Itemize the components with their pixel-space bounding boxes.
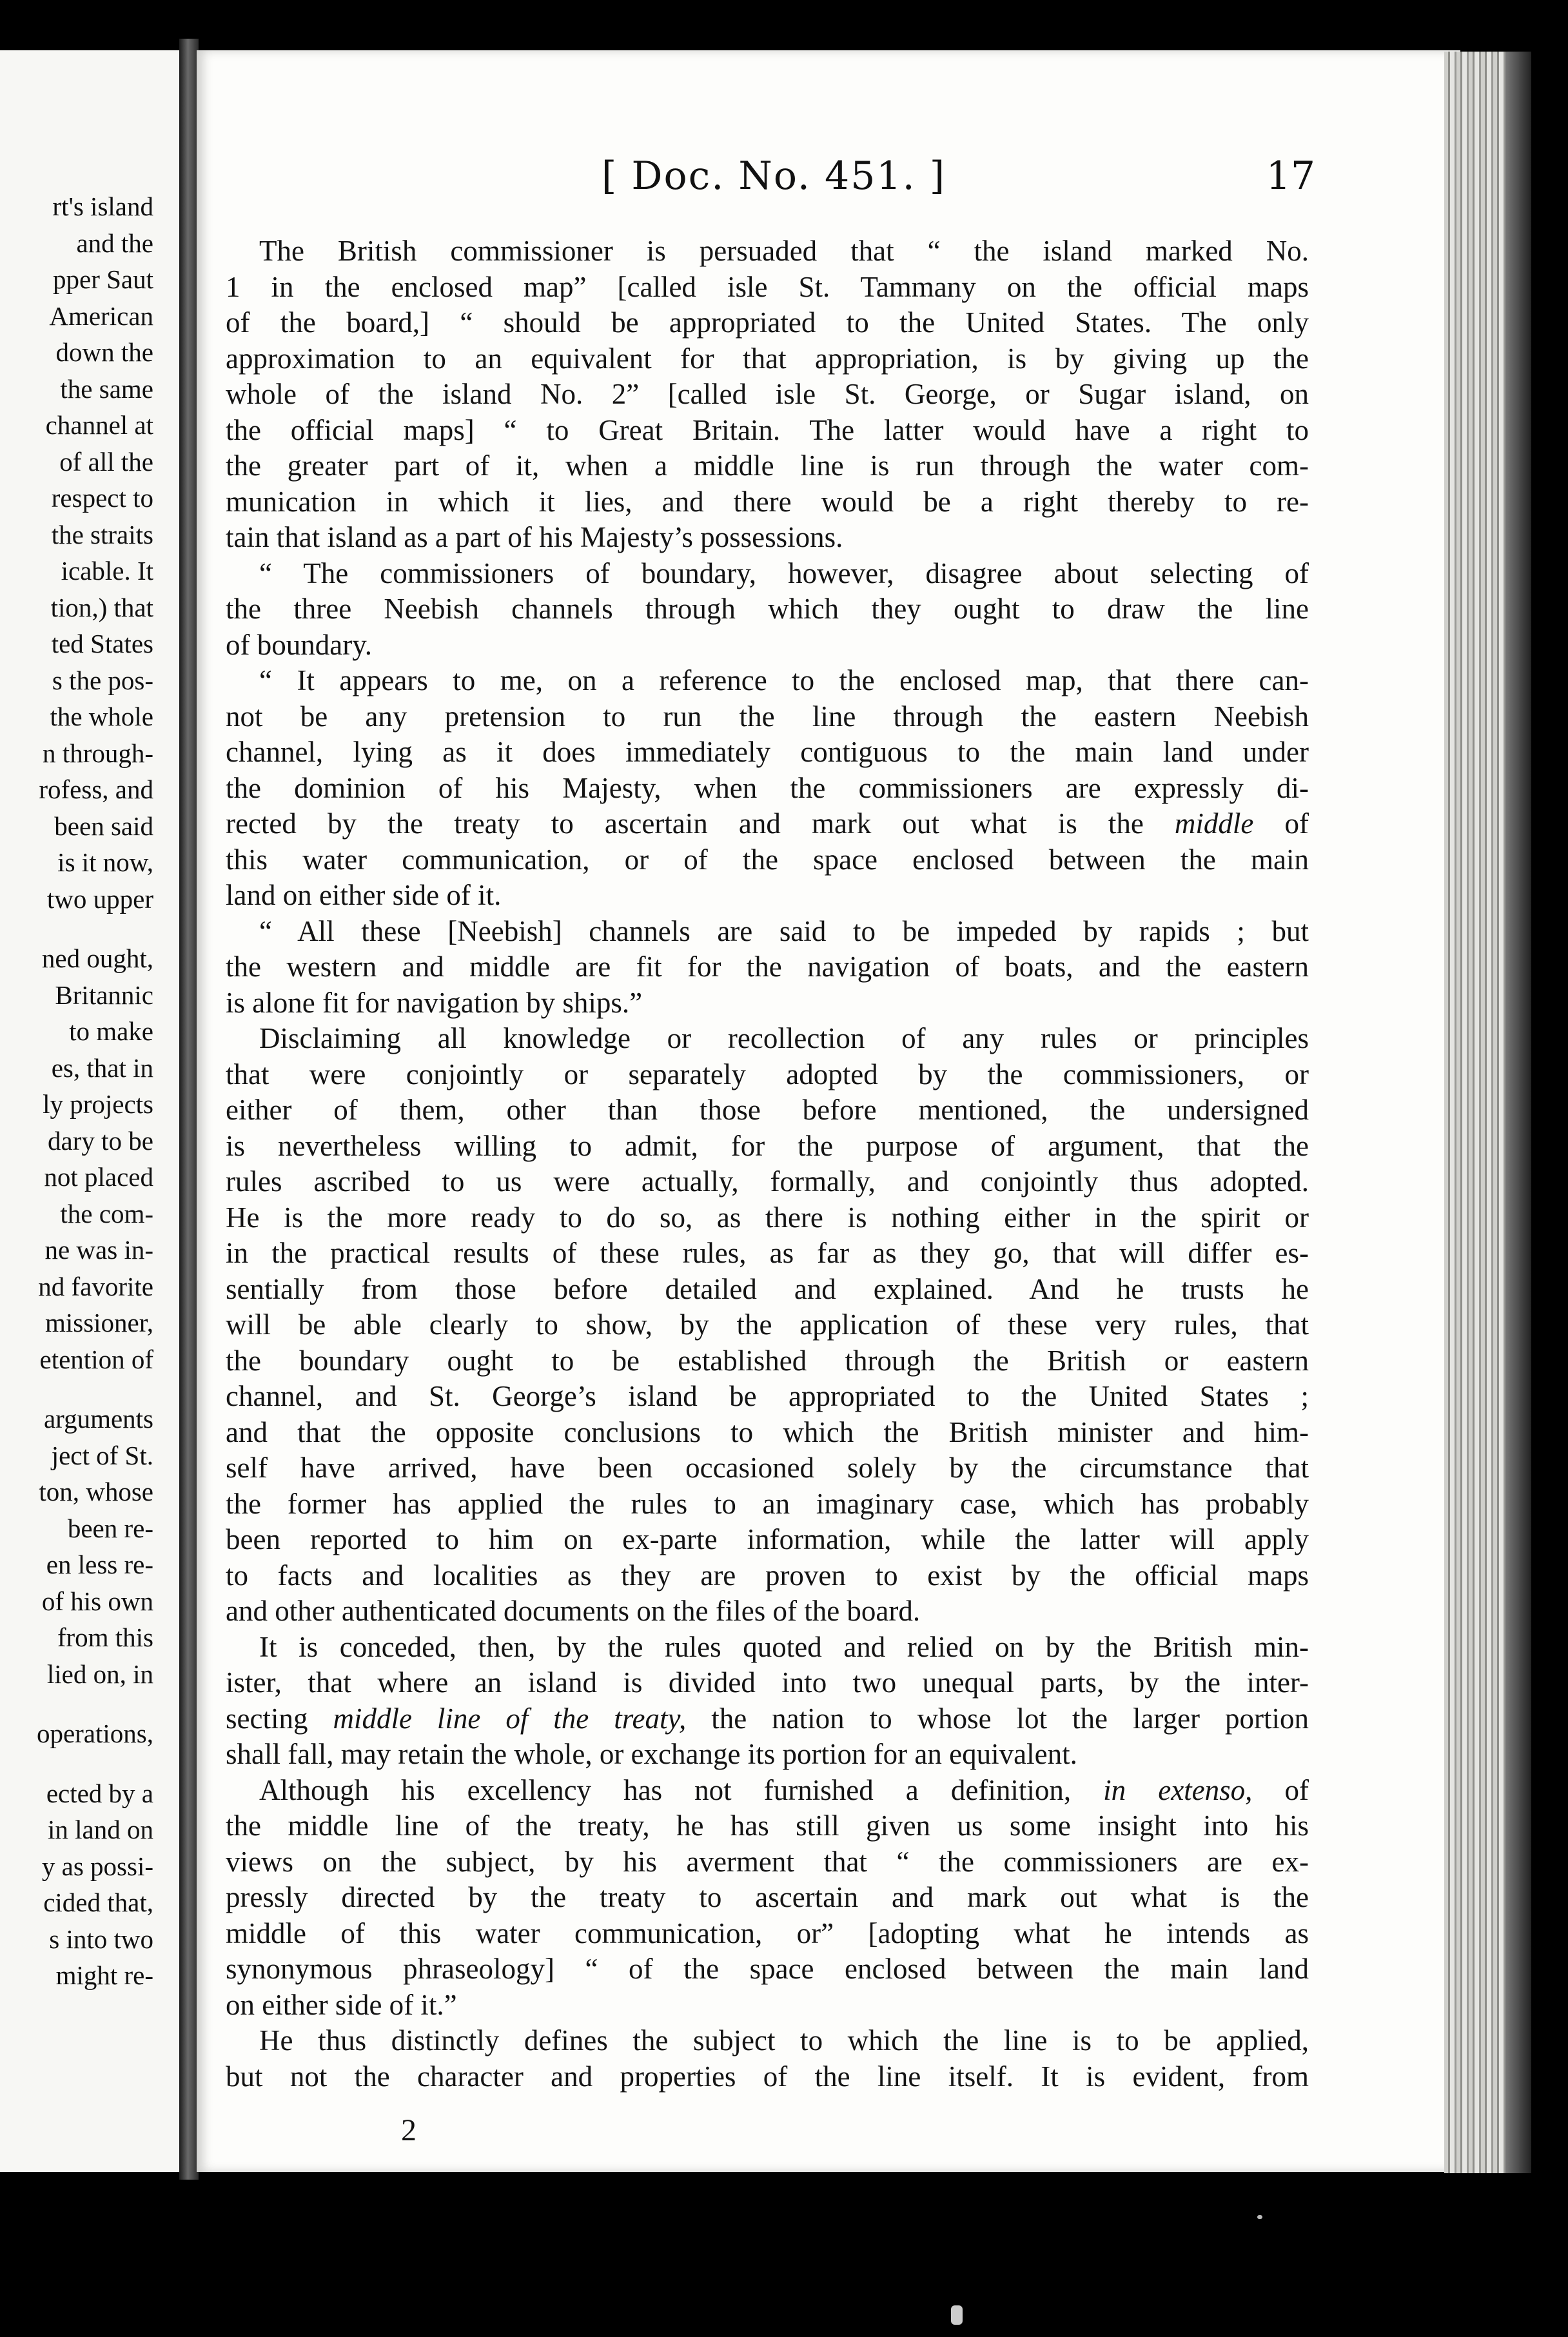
dust-speck (951, 2305, 963, 2325)
text-line-mixed (226, 1773, 1309, 1809)
text-line: Disclaiming all knowledge or recollection of any rules or principles (259, 1022, 1309, 1054)
left-page-line: of his own (41, 1586, 153, 1616)
text-line: the middle line of the treaty, he has still given us some insight into his (226, 1809, 1309, 1842)
text-run: rected by the treaty to ascertain and mark out what is the (226, 807, 1144, 840)
left-page-line: the straits (51, 519, 153, 549)
left-page-line: dary to be (48, 1125, 153, 1156)
text-line: of the board,] “ should be appropriated to the United States. The only (226, 306, 1309, 339)
left-page-line: the same (60, 373, 153, 404)
document-header: [ Doc. No. 451. ] (601, 153, 946, 199)
left-page-line: y as possi- (41, 1851, 153, 1881)
text-line: the official maps] “ to Great Britain. The latter would have a right to (226, 413, 1309, 446)
text-line: rules ascribed to us were actually, formally, and conjointly thus adopted. (226, 1165, 1309, 1198)
page-edge-shadow (1505, 52, 1531, 2173)
text-line: He thus distinctly defines the subject to which the line is to be applied, (259, 2024, 1309, 2056)
page-edge (1444, 52, 1509, 2173)
text-line: The British commissioner is persuaded that “ the island marked No. (259, 235, 1309, 267)
left-page-line: ton, whose (39, 1477, 153, 1506)
text-line: been reported to him on ex-parte information, while the latter will apply (226, 1523, 1309, 1555)
text-line: views on the subject, by his averment that “ the commissioners are ex- (226, 1845, 1309, 1878)
text-run: of (1284, 807, 1309, 840)
left-page-line: en less re- (46, 1550, 153, 1579)
left-page-line: ly projects (43, 1089, 153, 1119)
text-line: the three Neebish channels through which they ought to draw the line (226, 593, 1309, 625)
left-page-line: ted States (51, 629, 153, 658)
italic-run: middle line of the treaty, (333, 1702, 687, 1735)
left-page-line: pper Saut (53, 264, 153, 294)
text-line: the former has applied the rules to an imaginary case, which has probably (226, 1487, 1309, 1520)
text-line: ister, that where an island is divided into two unequal parts, by the inter- (226, 1666, 1309, 1699)
text-line: land on either side of it. (226, 879, 502, 911)
text-line: the boundary ought to be established through the British or eastern (226, 1344, 1309, 1377)
book-gutter (179, 39, 199, 2180)
left-page-line: nd favorite (38, 1271, 153, 1301)
left-page-line: two upper (46, 883, 153, 914)
left-page-line: ne was in- (44, 1235, 153, 1265)
text-line: is nevertheless willing to admit, for the purpose of argument, that the (226, 1129, 1309, 1162)
text-run: Although his excellency has not furnished a definition, (259, 1773, 1072, 1806)
left-page-line: down the (55, 337, 153, 367)
left-page-line: Britannic (55, 980, 153, 1010)
left-page-line: ected by a (46, 1778, 153, 1808)
left-page-line: tion,) that (50, 592, 153, 622)
text-line-mixed (226, 1701, 1309, 1737)
left-page-line: from this (57, 1622, 153, 1652)
text-line: 1 in the enclosed map” [called isle St. Tammany on the official maps (226, 270, 1309, 303)
left-page-fragment (0, 50, 179, 2172)
text-line: and that the opposite conclusions to which the British minister and him- (226, 1415, 1309, 1448)
page-number: 17 (1266, 153, 1315, 199)
left-page-line: lied on, in (46, 1659, 153, 1689)
text-line: synonymous phraseology] “ of the space enclosed between the main land (226, 1953, 1309, 1985)
left-page-line: not placed (44, 1162, 153, 1192)
left-page-line: s the pos- (52, 665, 153, 695)
left-page-line: been said (54, 811, 153, 841)
text-line: tain that island as a part of his Majesty’s possessions. (226, 521, 843, 553)
text-line: channel, and St. George’s island be appropriated to the United States ; (226, 1380, 1309, 1412)
text-line: of boundary. (226, 628, 373, 661)
italic-run: middle (1174, 807, 1254, 840)
text-run: the nation to whose lot the larger portion (711, 1702, 1309, 1735)
text-run: of (1284, 1773, 1309, 1806)
text-line: the greater part of it, when a middle line is run through the water com- (226, 449, 1309, 482)
text-line: whole of the island No. 2” [called isle St. George, or Sugar island, on (226, 378, 1309, 410)
text-line: shall fall, may retain the whole, or exchange its portion for an equivalent. (226, 1738, 1077, 1770)
text-line-mixed (226, 806, 1309, 842)
left-page-line: might re- (55, 1960, 153, 1990)
text-line: on either side of it.” (226, 1988, 457, 2021)
left-page-line: n through- (43, 738, 153, 768)
text-line: the dominion of his Majesty, when the commissioners are expressly di- (226, 771, 1309, 804)
text-line: but not the character and properties of the line itself. It is evident, from (226, 2060, 1309, 2093)
dust-speck (1257, 2215, 1262, 2219)
left-page-line: missioner, (44, 1308, 153, 1337)
left-page-line: rt's island (52, 192, 153, 221)
text-line: this water communication, or of the space enclosed between the main (226, 843, 1309, 876)
left-page-line: to make (69, 1016, 153, 1046)
left-page-line: ject of St. (51, 1440, 153, 1470)
left-page-line: channel at (45, 410, 153, 440)
text-line: not be any pretension to run the line through the eastern Neebish (226, 700, 1309, 733)
left-page-line: operations, (36, 1719, 153, 1748)
text-line: in the practical results of these rules, as far as they go, that will differ es- (226, 1237, 1309, 1269)
left-page-line: arguments (43, 1404, 153, 1434)
text-line: that were conjointly or separately adopted by the commissioners, or (226, 1058, 1309, 1090)
left-page-line: icable. It (61, 556, 153, 586)
left-page-line: rofess, and (39, 774, 153, 804)
text-line: “ It appears to me, on a reference to the enclosed map, that there can- (259, 664, 1309, 696)
left-page-line: cided that, (43, 1888, 153, 1917)
text-line: munication in which it lies, and there would be a right thereby to re- (226, 485, 1309, 518)
left-page-line: and the (76, 228, 153, 258)
left-page-line: s into two (49, 1924, 153, 1954)
italic-run: in extenso, (1103, 1773, 1253, 1806)
text-line: the western and middle are fit for the navigation of boats, and the eastern (226, 951, 1309, 983)
left-page-line: of all the (59, 446, 153, 477)
text-line: sentially from those before detailed and explained. And he trusts he (226, 1272, 1309, 1305)
text-line: approximation to an equivalent for that appropriation, is by giving up the (226, 342, 1309, 375)
left-page-line: in land on (48, 1815, 153, 1844)
left-page-line: es, that in (51, 1052, 153, 1083)
signature-mark: 2 (401, 2113, 416, 2147)
text-line: is alone fit for navigation by ships.” (226, 986, 643, 1019)
text-run: secting (226, 1702, 308, 1735)
body-text (226, 233, 1309, 2095)
left-page-line: etention of (39, 1344, 153, 1374)
text-line: self have arrived, have been occasioned solely by the circumstance that (226, 1452, 1309, 1484)
left-page-line: ned ought, (41, 943, 153, 973)
text-line: pressly directed by the treaty to ascertain and mark out what is the (226, 1881, 1309, 1913)
text-line: to facts and localities as they are proven to exist by the official maps (226, 1559, 1309, 1592)
left-page-line: is it now, (57, 847, 153, 877)
text-line: middle of this water communication, or” [adopting what he intends as (226, 1917, 1309, 1949)
left-page-line: the com- (60, 1198, 153, 1228)
text-line: either of them, other than those before mentioned, the undersigned (226, 1094, 1309, 1126)
text-line: channel, lying as it does immediately contiguous to the main land under (226, 736, 1309, 768)
text-line: It is conceded, then, by the rules quoted and relied on by the British min- (259, 1630, 1309, 1663)
text-line: “ The commissioners of boundary, however, disagree about selecting of (259, 557, 1309, 589)
text-line: “ All these [Neebish] channels are said to be impeded by rapids ; but (259, 914, 1309, 947)
left-page-line: American (49, 301, 153, 331)
left-page-line: respect to (51, 483, 153, 513)
text-line: and other authenticated documents on the files of the board. (226, 1595, 921, 1627)
text-line: will be able clearly to show, by the application of these very rules, that (226, 1308, 1309, 1341)
left-page-line: the whole (50, 702, 153, 731)
text-line: He is the more ready to do so, as there is nothing either in the spirit or (226, 1201, 1309, 1234)
left-page-line: been re- (67, 1513, 153, 1543)
